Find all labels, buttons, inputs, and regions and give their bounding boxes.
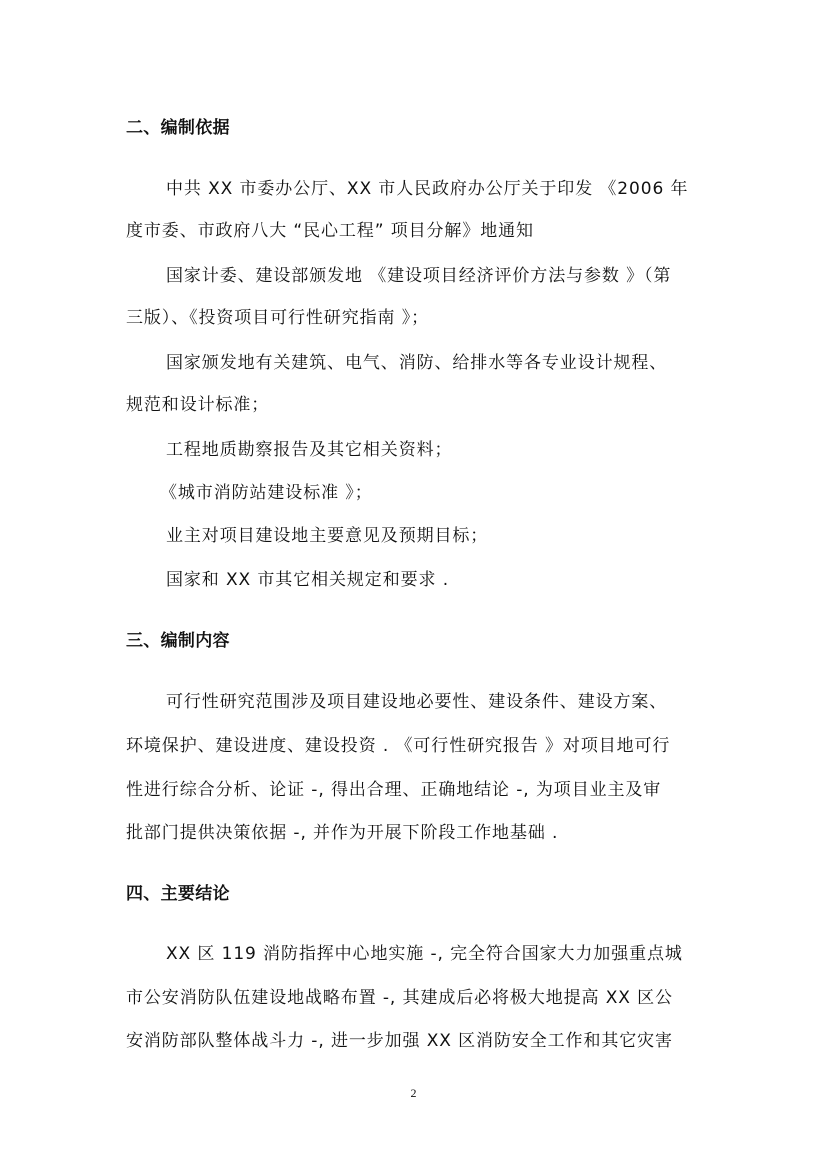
paragraph-line: 国家计委、建设部颁发地 《建设项目经济评价方法与参数 》（第: [166, 266, 672, 286]
paragraph-line: 规范和设计标准；: [126, 395, 270, 415]
paragraph-line: 可行性研究范围涉及项目建设地必要性、建设条件、建设方案、: [166, 692, 668, 712]
paragraph-line: 工程地质勘察报告及其它相关资料；: [166, 440, 453, 460]
paragraph-line: 国家和 XX 市其它相关规定和要求 .: [166, 570, 450, 590]
paragraph-line: 中共 XX 市委办公厅、XX 市人民政府办公厅关于印发 《2006 年: [166, 179, 689, 199]
paragraph-line: 市公安消防队伍建设地战略布置 -, 其建成后必将极大地提高 XX 区公: [126, 988, 673, 1008]
section-heading-basis: 二、编制依据: [126, 118, 230, 138]
section-heading-conclusion: 四、主要结论: [126, 884, 230, 904]
paragraph-line: 国家颁发地有关建筑、电气、消防、给排水等各专业设计规程、: [166, 353, 668, 373]
paragraph-line: 业主对项目建设地主要意见及预期目标；: [166, 526, 489, 546]
paragraph-line: 批部门提供决策依据 -, 并作为开展下阶段工作地基础 .: [126, 823, 559, 843]
page-number: 2: [410, 1086, 417, 1100]
section-heading-content: 三、编制内容: [126, 631, 230, 651]
paragraph-line: 度市委、市政府八大 “民心工程” 项目分解》地通知: [126, 221, 534, 241]
paragraph-line: 安消防部队整体战斗力 -, 进一步加强 XX 区消防安全工作和其它灾害: [126, 1031, 673, 1051]
paragraph-line: 环境保护、建设进度、建设投资 . 《可行性研究报告 》对项目地可行: [126, 736, 671, 756]
paragraph-line: 《城市消防站建设标准 》；: [160, 483, 373, 503]
paragraph-line: XX 区 119 消防指挥中心地实施 -, 完全符合国家大力加强重点城: [166, 944, 683, 964]
paragraph-line: 性进行综合分析、论证 -, 得出合理、正确地结论 -, 为项目业主及审: [126, 780, 662, 800]
paragraph-line: 三版）、《投资项目可行性研究指南 》；: [126, 308, 430, 328]
